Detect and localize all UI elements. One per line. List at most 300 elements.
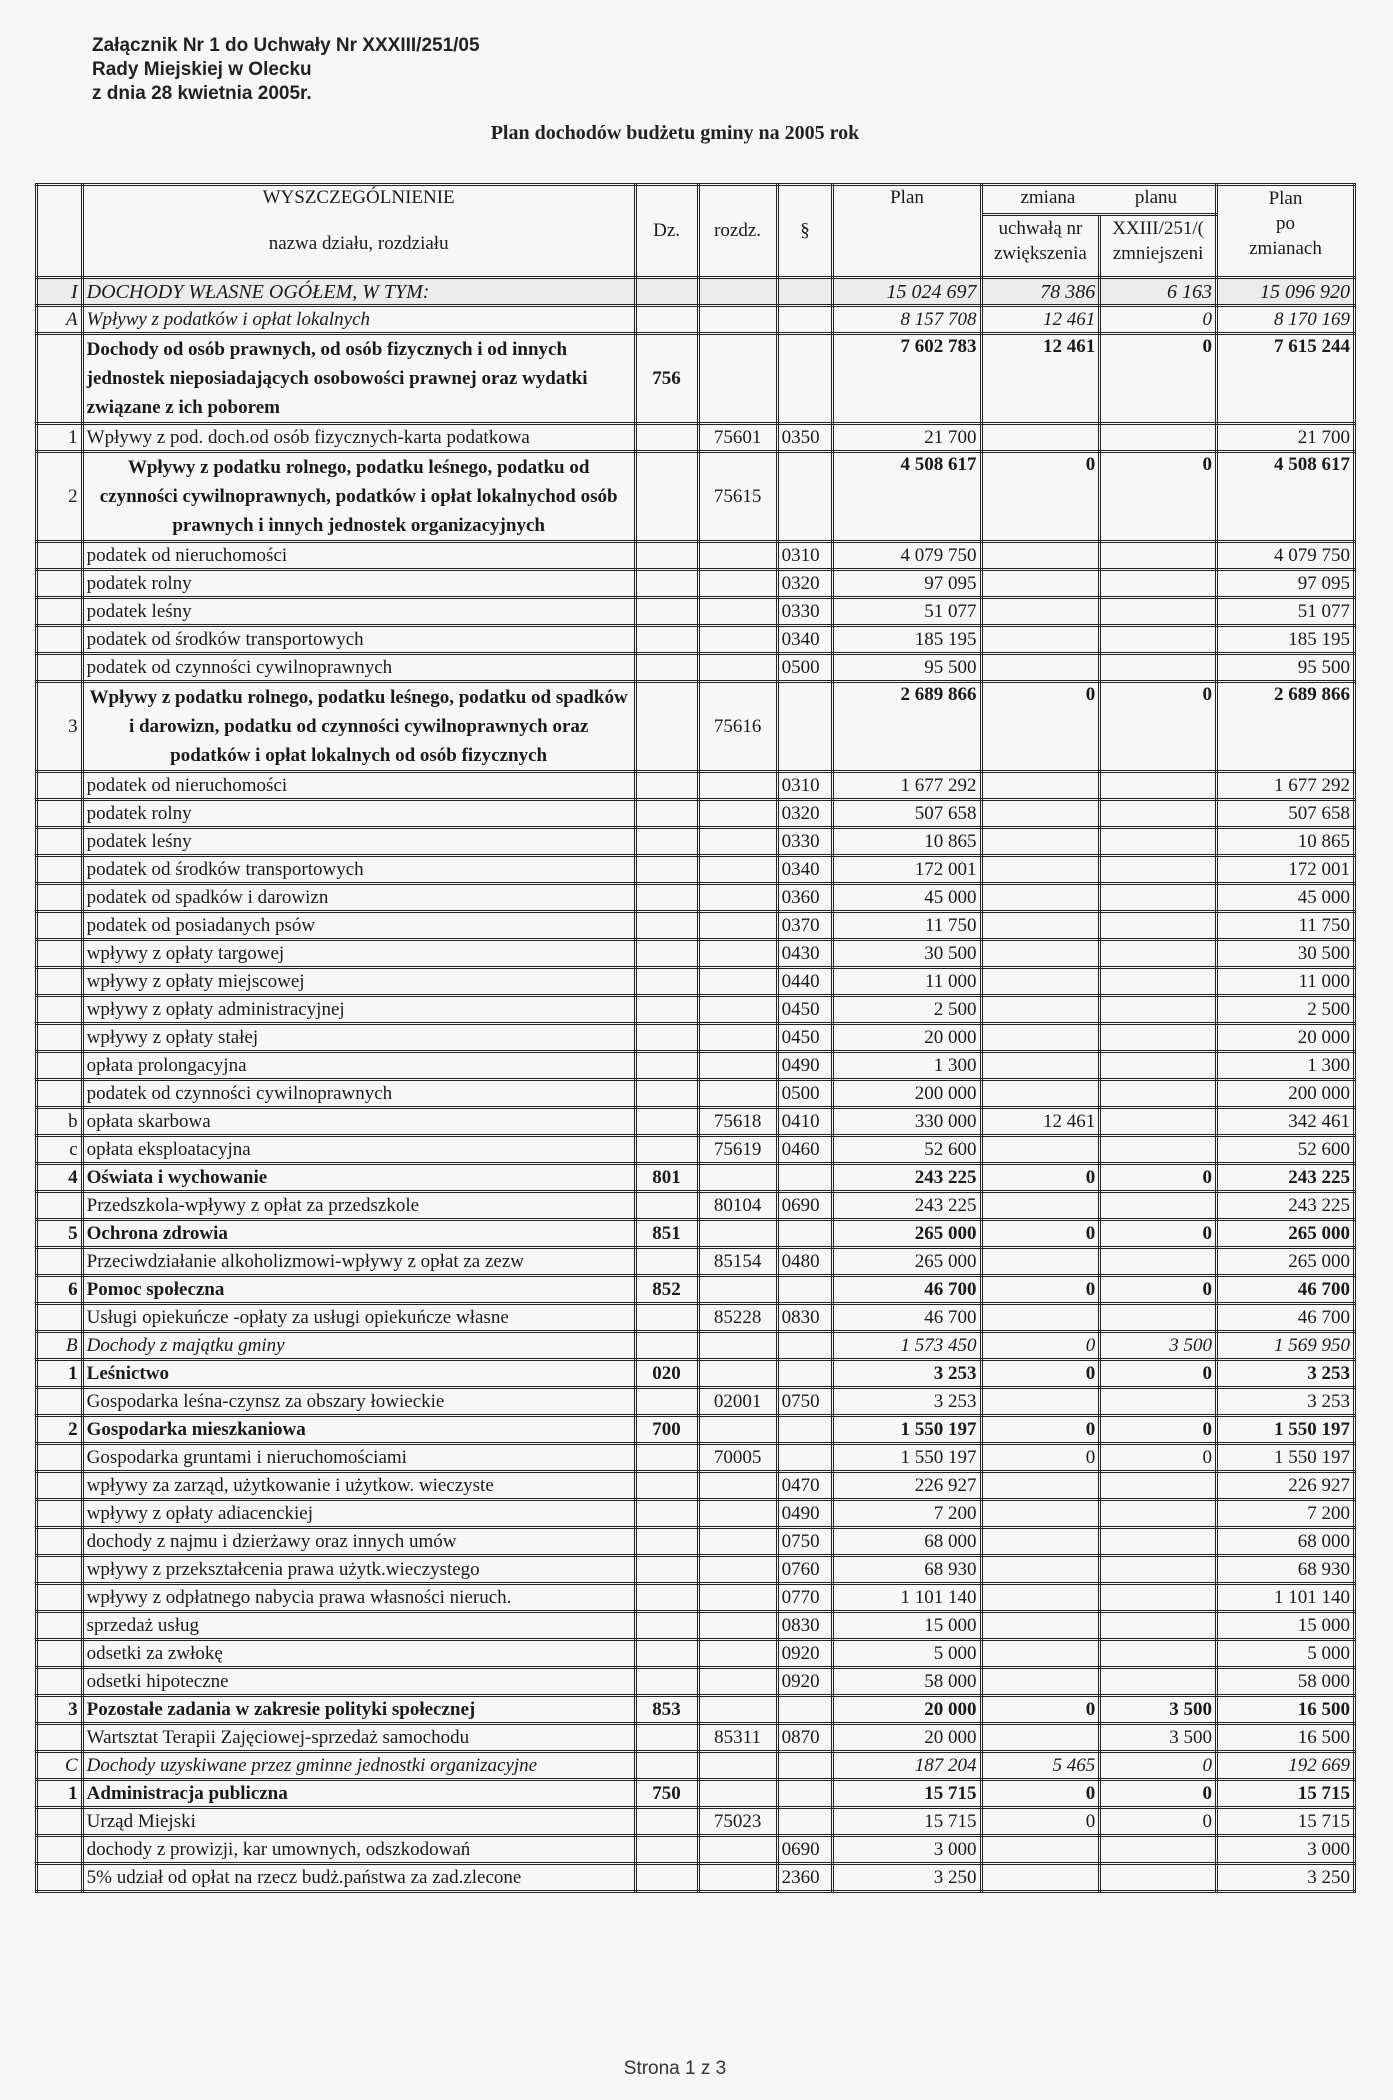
row-zmniejszenia — [1100, 1836, 1217, 1864]
row-zmniejszenia — [1100, 1640, 1217, 1668]
header-dz-label: Dz. — [653, 220, 680, 241]
row-rozdzial: 85154 — [698, 1248, 777, 1276]
row-name: Przeciwdziałanie alkoholizmowi-wpływy z opłat za zezw — [82, 1248, 635, 1276]
table-row — [37, 1164, 1355, 1192]
row-zwiekszenia — [981, 1024, 1100, 1052]
row-dzial — [635, 424, 698, 452]
row-zmniejszenia — [1100, 1052, 1217, 1080]
row-number — [37, 856, 83, 884]
row-dzial — [635, 940, 698, 968]
row-number: 1 — [37, 1780, 83, 1808]
row-plan-po-zmianach: 3 250 — [1216, 1864, 1354, 1892]
table-row — [37, 1472, 1355, 1500]
row-name: opłata skarbowa — [82, 1108, 635, 1136]
row-paragraph — [777, 1696, 833, 1724]
row-plan-po-zmianach: 30 500 — [1216, 940, 1354, 968]
row-plan: 1 677 292 — [833, 772, 981, 800]
annex-line: Załącznik Nr 1 do Uchwały Nr XXXIII/251/05 — [92, 35, 480, 56]
row-plan: 3 253 — [833, 1388, 981, 1416]
row-number — [37, 1248, 83, 1276]
budget-table-body — [37, 278, 1355, 1892]
header-lp — [37, 185, 83, 278]
row-zwiekszenia — [981, 1612, 1100, 1640]
row-rozdzial — [698, 1080, 777, 1108]
row-zwiekszenia: 0 — [981, 1444, 1100, 1472]
table-row — [37, 912, 1355, 940]
row-plan: 20 000 — [833, 1024, 981, 1052]
row-name: podatek od środków transportowych — [82, 856, 635, 884]
row-rozdzial — [698, 772, 777, 800]
table-row — [37, 542, 1355, 570]
row-plan-po-zmianach: 243 225 — [1216, 1164, 1354, 1192]
row-zwiekszenia: 0 — [981, 1276, 1100, 1304]
row-zwiekszenia: 0 — [981, 682, 1100, 772]
row-rozdzial: 75601 — [698, 424, 777, 452]
row-name: Pomoc społeczna — [82, 1276, 635, 1304]
table-row — [37, 1780, 1355, 1808]
row-zmniejszenia — [1100, 1472, 1217, 1500]
row-rozdzial — [698, 278, 777, 306]
row-number — [37, 1388, 83, 1416]
row-number: 3 — [37, 682, 83, 772]
table-row — [37, 1640, 1355, 1668]
row-zmniejszenia — [1100, 654, 1217, 682]
row-name: Dochody z majątku gminy — [82, 1332, 635, 1360]
header-rozdz-label: rozdz. — [714, 220, 762, 241]
table-row — [37, 1220, 1355, 1248]
row-plan-po-zmianach: 11 750 — [1216, 912, 1354, 940]
row-plan: 68 000 — [833, 1528, 981, 1556]
row-number: b — [37, 1108, 83, 1136]
row-dzial — [635, 1052, 698, 1080]
row-plan-po-zmianach: 11 000 — [1216, 968, 1354, 996]
row-rozdzial — [698, 1556, 777, 1584]
row-number: 5 — [37, 1220, 83, 1248]
table-row — [37, 1808, 1355, 1836]
row-rozdzial — [698, 940, 777, 968]
row-rozdzial — [698, 1416, 777, 1444]
row-zmniejszenia: 0 — [1100, 334, 1217, 424]
row-name: wpływy z opłaty administracyjnej — [82, 996, 635, 1024]
row-zmniejszenia: 0 — [1100, 1220, 1217, 1248]
row-name: wpływy za zarząd, użytkowanie i użytkow. wieczyste — [82, 1472, 635, 1500]
row-dzial — [635, 1556, 698, 1584]
row-rozdzial: 70005 — [698, 1444, 777, 1472]
row-zmniejszenia — [1100, 542, 1217, 570]
row-name: wpływy z opłaty targowej — [82, 940, 635, 968]
row-number: 6 — [37, 1276, 83, 1304]
row-name: dochody z najmu i dzierżawy oraz innych umów — [82, 1528, 635, 1556]
document-title: Plan dochodów budżetu gminy na 2005 rok — [490, 122, 860, 144]
row-number — [37, 1472, 83, 1500]
row-rozdzial — [698, 1332, 777, 1360]
row-rozdzial — [698, 856, 777, 884]
row-dzial — [635, 1584, 698, 1612]
row-number — [37, 1864, 83, 1892]
row-zwiekszenia — [981, 856, 1100, 884]
row-plan: 11 000 — [833, 968, 981, 996]
row-name: podatek leśny — [82, 828, 635, 856]
row-plan-po-zmianach: 4 508 617 — [1216, 452, 1354, 542]
row-zwiekszenia: 0 — [981, 1780, 1100, 1808]
row-plan: 58 000 — [833, 1668, 981, 1696]
row-plan: 3 000 — [833, 1836, 981, 1864]
row-name: Gospodarka gruntami i nieruchomościami — [82, 1444, 635, 1472]
row-dzial — [635, 1192, 698, 1220]
row-rozdzial — [698, 1500, 777, 1528]
row-zwiekszenia — [981, 542, 1100, 570]
header-zwiekszenia-label: zwiększenia — [993, 243, 1087, 264]
row-paragraph: 0350 — [777, 424, 833, 452]
row-plan-po-zmianach: 97 095 — [1216, 570, 1354, 598]
row-number — [37, 1528, 83, 1556]
row-dzial — [635, 1528, 698, 1556]
row-zwiekszenia — [981, 1724, 1100, 1752]
row-rozdzial — [698, 1584, 777, 1612]
row-name: odsetki za zwłokę — [82, 1640, 635, 1668]
row-zmniejszenia: 0 — [1100, 1360, 1217, 1388]
table-row — [37, 570, 1355, 598]
row-zmniejszenia — [1100, 1668, 1217, 1696]
row-paragraph: 0320 — [777, 570, 833, 598]
row-plan: 3 250 — [833, 1864, 981, 1892]
row-rozdzial: 02001 — [698, 1388, 777, 1416]
row-dzial — [635, 682, 698, 772]
row-dzial — [635, 1108, 698, 1136]
row-zmniejszenia: 0 — [1100, 1752, 1217, 1780]
row-rozdzial — [698, 1276, 777, 1304]
row-paragraph: 0430 — [777, 940, 833, 968]
row-dzial — [635, 1836, 698, 1864]
table-row — [37, 452, 1355, 542]
row-plan: 11 750 — [833, 912, 981, 940]
row-zwiekszenia — [981, 772, 1100, 800]
row-dzial — [635, 912, 698, 940]
row-paragraph: 0330 — [777, 828, 833, 856]
header-plan-po-zmianach — [1216, 185, 1354, 278]
table-row — [37, 306, 1355, 334]
row-plan: 5 000 — [833, 1640, 981, 1668]
row-plan-po-zmianach: 3 000 — [1216, 1836, 1354, 1864]
header-zmiana-label: zmiana — [1020, 187, 1076, 208]
row-number — [37, 542, 83, 570]
row-plan: 1 573 450 — [833, 1332, 981, 1360]
row-number: 3 — [37, 1696, 83, 1724]
row-paragraph: 0500 — [777, 1080, 833, 1108]
row-zmniejszenia: 0 — [1100, 1780, 1217, 1808]
header-plan-po-3: zmianach — [1249, 238, 1322, 259]
table-row — [37, 1864, 1355, 1892]
table-row — [37, 1192, 1355, 1220]
table-row — [37, 940, 1355, 968]
row-paragraph — [777, 1444, 833, 1472]
row-rozdzial — [698, 1668, 777, 1696]
row-zwiekszenia — [981, 654, 1100, 682]
row-paragraph: 0440 — [777, 968, 833, 996]
row-rozdzial — [698, 1052, 777, 1080]
header-paragraph-label: § — [800, 220, 810, 241]
row-number — [37, 968, 83, 996]
row-zmniejszenia: 3 500 — [1100, 1724, 1217, 1752]
row-paragraph: 0490 — [777, 1500, 833, 1528]
row-dzial: 700 — [635, 1416, 698, 1444]
row-zmniejszenia: 3 500 — [1100, 1696, 1217, 1724]
row-dzial — [635, 1388, 698, 1416]
row-number: 4 — [37, 1164, 83, 1192]
row-paragraph — [777, 278, 833, 306]
row-number — [37, 940, 83, 968]
row-rozdzial — [698, 1164, 777, 1192]
row-plan: 1 101 140 — [833, 1584, 981, 1612]
row-zwiekszenia: 5 465 — [981, 1752, 1100, 1780]
row-zmniejszenia — [1100, 1500, 1217, 1528]
row-plan-po-zmianach: 4 079 750 — [1216, 542, 1354, 570]
table-row — [37, 626, 1355, 654]
row-paragraph: 0340 — [777, 856, 833, 884]
row-dzial — [635, 1136, 698, 1164]
table-row — [37, 1724, 1355, 1752]
row-rozdzial — [698, 1472, 777, 1500]
row-rozdzial: 75619 — [698, 1136, 777, 1164]
row-number: 2 — [37, 452, 83, 542]
row-rozdzial — [698, 1836, 777, 1864]
row-dzial — [635, 772, 698, 800]
table-row — [37, 884, 1355, 912]
header-plan-po-1: Plan — [1268, 188, 1303, 209]
row-plan-po-zmianach: 7 200 — [1216, 1500, 1354, 1528]
row-zwiekszenia: 78 386 — [981, 278, 1100, 306]
row-name: Dochody od osób prawnych, od osób fizycznych i od innych jednostek nieposiadających osobowości prawnej oraz wydatki związane z ich poborem — [82, 334, 635, 424]
table-row — [37, 996, 1355, 1024]
table-row — [37, 1024, 1355, 1052]
table-row — [37, 598, 1355, 626]
header-zmniejszenia — [1100, 215, 1217, 278]
row-paragraph — [777, 1332, 833, 1360]
row-name: podatek od czynności cywilnoprawnych — [82, 654, 635, 682]
row-plan-po-zmianach: 1 550 197 — [1216, 1416, 1354, 1444]
row-plan-po-zmianach: 200 000 — [1216, 1080, 1354, 1108]
row-paragraph — [777, 334, 833, 424]
row-zmniejszenia: 0 — [1100, 306, 1217, 334]
row-plan: 15 715 — [833, 1780, 981, 1808]
row-dzial — [635, 278, 698, 306]
row-name: 5% udział od opłat na rzecz budż.państwa za zad.zlecone — [82, 1864, 635, 1892]
row-paragraph: 0690 — [777, 1192, 833, 1220]
row-paragraph: 0310 — [777, 542, 833, 570]
row-plan-po-zmianach: 16 500 — [1216, 1724, 1354, 1752]
row-name: podatek od spadków i darowizn — [82, 884, 635, 912]
row-plan-po-zmianach: 10 865 — [1216, 828, 1354, 856]
table-row — [37, 856, 1355, 884]
row-plan-po-zmianach: 15 715 — [1216, 1808, 1354, 1836]
row-zwiekszenia — [981, 1640, 1100, 1668]
row-plan-po-zmianach: 507 658 — [1216, 800, 1354, 828]
table-row — [37, 1416, 1355, 1444]
row-plan-po-zmianach: 192 669 — [1216, 1752, 1354, 1780]
row-zwiekszenia: 0 — [981, 1808, 1100, 1836]
row-name: odsetki hipoteczne — [82, 1668, 635, 1696]
row-name: dochody z prowizji, kar umownych, odszkodowań — [82, 1836, 635, 1864]
row-paragraph: 0410 — [777, 1108, 833, 1136]
row-plan-po-zmianach: 15 000 — [1216, 1612, 1354, 1640]
row-plan-po-zmianach: 5 000 — [1216, 1640, 1354, 1668]
row-plan: 172 001 — [833, 856, 981, 884]
row-dzial — [635, 1248, 698, 1276]
row-zmniejszenia — [1100, 884, 1217, 912]
row-dzial — [635, 1808, 698, 1836]
row-zwiekszenia: 0 — [981, 1696, 1100, 1724]
row-plan-po-zmianach: 21 700 — [1216, 424, 1354, 452]
row-dzial — [635, 1332, 698, 1360]
row-zmniejszenia: 3 500 — [1100, 1332, 1217, 1360]
row-dzial — [635, 828, 698, 856]
row-paragraph — [777, 1164, 833, 1192]
row-name: Usługi opiekuńcze -opłaty za usługi opiekuńcze własne — [82, 1304, 635, 1332]
row-rozdzial — [698, 1024, 777, 1052]
row-dzial — [635, 800, 698, 828]
row-plan: 52 600 — [833, 1136, 981, 1164]
row-name: Wpływy z podatku rolnego, podatku leśnego, podatku od czynności cywilnoprawnych, podatków i opłat lokalnychod osób prawnych i innych jednostek organizacyjnych — [82, 452, 635, 542]
row-zmniejszenia — [1100, 570, 1217, 598]
row-rozdzial — [698, 334, 777, 424]
row-dzial: 756 — [635, 334, 698, 424]
row-zmniejszenia — [1100, 968, 1217, 996]
row-name: Pozostałe zadania w zakresie polityki społecznej — [82, 1696, 635, 1724]
row-zmniejszenia — [1100, 1024, 1217, 1052]
row-zwiekszenia — [981, 968, 1100, 996]
row-zwiekszenia — [981, 1304, 1100, 1332]
row-zwiekszenia: 0 — [981, 1360, 1100, 1388]
row-paragraph — [777, 1276, 833, 1304]
document-header — [92, 34, 480, 106]
row-zmniejszenia — [1100, 1248, 1217, 1276]
table-row — [37, 334, 1355, 424]
row-name: wpływy z opłaty adiacenckiej — [82, 1500, 635, 1528]
header-dz — [635, 185, 698, 278]
row-plan: 2 689 866 — [833, 682, 981, 772]
row-paragraph — [777, 682, 833, 772]
row-name: podatek rolny — [82, 570, 635, 598]
table-row — [37, 1528, 1355, 1556]
row-paragraph — [777, 1220, 833, 1248]
row-paragraph: 0750 — [777, 1528, 833, 1556]
row-zmniejszenia: 0 — [1100, 1164, 1217, 1192]
row-plan-po-zmianach: 226 927 — [1216, 1472, 1354, 1500]
row-plan: 15 715 — [833, 1808, 981, 1836]
row-zwiekszenia — [981, 1388, 1100, 1416]
row-plan-po-zmianach: 1 101 140 — [1216, 1584, 1354, 1612]
row-zwiekszenia — [981, 1836, 1100, 1864]
row-rozdzial — [698, 912, 777, 940]
row-plan: 10 865 — [833, 828, 981, 856]
row-dzial — [635, 1304, 698, 1332]
row-dzial — [635, 1472, 698, 1500]
table-row — [37, 1556, 1355, 1584]
row-paragraph: 0370 — [777, 912, 833, 940]
row-plan: 243 225 — [833, 1164, 981, 1192]
row-name: Wpływy z podatków i opłat lokalnych — [82, 306, 635, 334]
row-zmniejszenia — [1100, 996, 1217, 1024]
row-rozdzial: 75616 — [698, 682, 777, 772]
table-row — [37, 800, 1355, 828]
row-name: podatek rolny — [82, 800, 635, 828]
row-plan-po-zmianach: 46 700 — [1216, 1276, 1354, 1304]
row-rozdzial — [698, 1752, 777, 1780]
row-zmniejszenia — [1100, 1556, 1217, 1584]
row-zwiekszenia: 12 461 — [981, 306, 1100, 334]
page-number: Strona 1 z 3 — [623, 2058, 727, 2079]
row-number — [37, 570, 83, 598]
row-name: Ochrona zdrowia — [82, 1220, 635, 1248]
row-paragraph: 0750 — [777, 1388, 833, 1416]
row-dzial — [635, 1024, 698, 1052]
table-row — [37, 424, 1355, 452]
row-name: sprzedaż usług — [82, 1612, 635, 1640]
row-paragraph: 0770 — [777, 1584, 833, 1612]
row-name: podatek od posiadanych psów — [82, 912, 635, 940]
row-rozdzial — [698, 1612, 777, 1640]
row-zmniejszenia — [1100, 626, 1217, 654]
row-number — [37, 1808, 83, 1836]
row-number: C — [37, 1752, 83, 1780]
row-plan-po-zmianach: 3 253 — [1216, 1360, 1354, 1388]
row-dzial: 852 — [635, 1276, 698, 1304]
row-zwiekszenia — [981, 912, 1100, 940]
row-plan-po-zmianach: 2 500 — [1216, 996, 1354, 1024]
row-name: Administracja publiczna — [82, 1780, 635, 1808]
row-zwiekszenia — [981, 1052, 1100, 1080]
row-dzial — [635, 1864, 698, 1892]
row-paragraph — [777, 306, 833, 334]
row-name: Leśnictwo — [82, 1360, 635, 1388]
row-zmniejszenia — [1100, 1304, 1217, 1332]
row-zmniejszenia — [1100, 1612, 1217, 1640]
row-zwiekszenia — [981, 1136, 1100, 1164]
row-zmniejszenia — [1100, 1192, 1217, 1220]
row-name: Gospodarka leśna-czynsz za obszary łowieckie — [82, 1388, 635, 1416]
row-plan: 3 253 — [833, 1360, 981, 1388]
header-plan — [833, 185, 981, 278]
row-plan: 243 225 — [833, 1192, 981, 1220]
row-rozdzial — [698, 542, 777, 570]
row-plan-po-zmianach: 20 000 — [1216, 1024, 1354, 1052]
row-number — [37, 626, 83, 654]
header-zwiekszenia — [981, 215, 1100, 278]
table-row — [37, 1752, 1355, 1780]
row-name: Gospodarka mieszkaniowa — [82, 1416, 635, 1444]
row-zwiekszenia — [981, 828, 1100, 856]
table-row — [37, 1360, 1355, 1388]
row-plan-po-zmianach: 265 000 — [1216, 1220, 1354, 1248]
row-rozdzial — [698, 626, 777, 654]
row-name: wpływy z opłaty stałej — [82, 1024, 635, 1052]
row-number: 1 — [37, 424, 83, 452]
row-dzial: 853 — [635, 1696, 698, 1724]
row-number — [37, 654, 83, 682]
row-paragraph: 0760 — [777, 1556, 833, 1584]
row-plan: 15 024 697 — [833, 278, 981, 306]
row-plan-po-zmianach: 8 170 169 — [1216, 306, 1354, 334]
row-name: opłata eksploatacyjna — [82, 1136, 635, 1164]
row-plan: 185 195 — [833, 626, 981, 654]
row-name: podatek od czynności cywilnoprawnych — [82, 1080, 635, 1108]
row-zwiekszenia: 12 461 — [981, 1108, 1100, 1136]
row-rozdzial — [698, 1360, 777, 1388]
header-zmniejszenia-label: zmniejszeni — [1112, 243, 1204, 264]
row-paragraph — [777, 1808, 833, 1836]
table-row — [37, 1668, 1355, 1696]
row-zwiekszenia: 0 — [981, 1332, 1100, 1360]
